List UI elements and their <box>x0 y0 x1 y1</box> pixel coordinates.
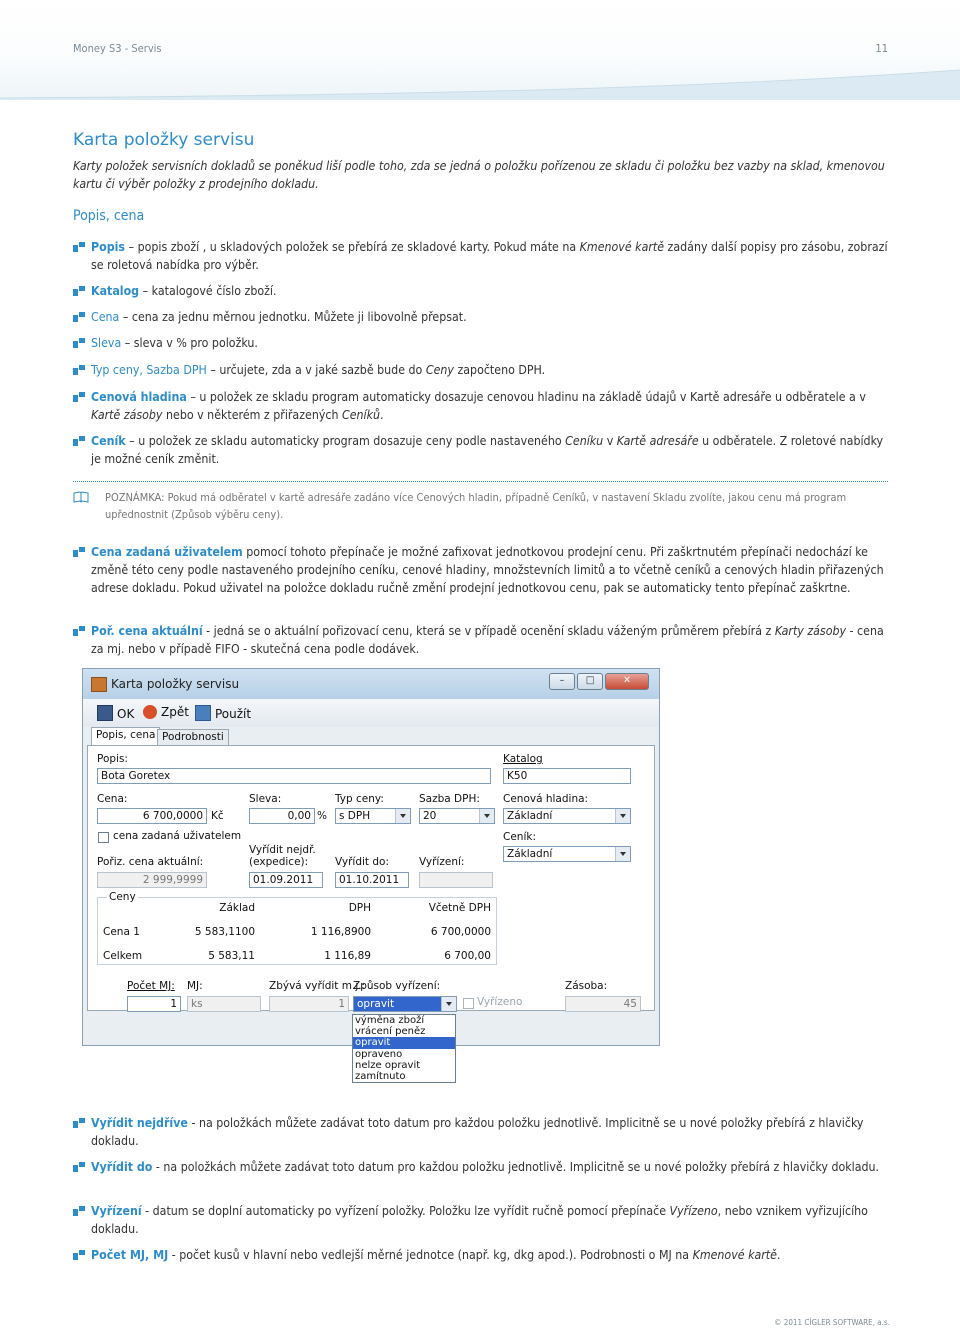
header-title: Money S3 - Servis <box>73 42 162 55</box>
list-item-cenova-hladina: Cenová hladina – u položek ze skladu program automaticky dosazuje cenovou hladinu na základě údajů v Kartě adresáře u odběratele a v Kartě zásoby nebo v některém z přiřazených Ceníků. <box>91 388 891 424</box>
zbyva-vyridit-input: 1 <box>269 996 349 1012</box>
page-header <box>0 0 960 100</box>
vyrizeno-checkbox[interactable] <box>463 998 474 1009</box>
list-item-cena: Cena – cena za jednu měrnou jednotku. Můžete ji libovolně přepsat. <box>91 308 891 326</box>
por-cena-label: Pořiz. cena aktuální: <box>97 856 204 868</box>
por-cena-input: 2 999,9999 <box>97 872 207 888</box>
window-toolbar <box>83 699 659 727</box>
dropdown-option[interactable]: zamítnuto <box>355 1071 406 1083</box>
pocet-mj-input[interactable]: 1 <box>127 996 181 1012</box>
list-item-typ-ceny: Typ ceny, Sazba DPH – určujete, zda a v jaké sazbě bude do Ceny započteno DPH. <box>91 361 891 379</box>
cena-zadana-checkbox[interactable] <box>98 832 109 843</box>
zbyva-vyridit-label: Zbývá vyřídit m.j.: <box>269 980 366 992</box>
list-item-cena-zadana: Cena zadaná uživatelem pomocí tohoto přepínače je možné zafixovat jednotkovou prodejní cenu. Při zaškrtnutém přepínači nedochází ke změně této ceny podle nastaveného prodejního ceníku, cenové hladiny, množstevních limitů a to včetně ceníků a cenových hladin přiřazených adrese dokladu. Pokud uživatel na položce dokladu ručně změní prodejní jednotkovou cenu, pak se automaticky tento přepínač zaškrtne. <box>91 543 891 597</box>
bullet-icon <box>73 436 85 446</box>
ceny-row-label: Celkem <box>103 950 143 962</box>
bullet-icon <box>73 286 85 296</box>
chevron-down-icon <box>446 1002 452 1006</box>
note-divider <box>73 481 888 482</box>
save-icon <box>97 705 113 721</box>
cenova-hladina-label: Cenová hladina: <box>503 793 589 805</box>
ceny-cell: 1 116,89 <box>324 950 371 962</box>
note-text: POZNÁMKA: Pokud má odběratel v kartě adresáře zadáno více Cenových hladin, případně Ceníků, v nastavení Skladu zvolíte, jakou cenu má program upřednostnit (Způsob výběru ceny). <box>105 491 847 521</box>
apply-button[interactable]: Použít <box>195 705 251 721</box>
ceny-group-label: Ceny <box>109 891 136 903</box>
cena-unit: Kč <box>211 810 224 822</box>
vyridit-do-input[interactable]: 01.10.2011 <box>335 872 409 888</box>
sleva-label: Sleva: <box>249 793 282 805</box>
apply-icon <box>195 705 211 721</box>
typ-ceny-label: Typ ceny: <box>335 793 384 805</box>
ok-button[interactable]: OK <box>97 705 134 721</box>
vyridit-do-label: Vyřídit do: <box>335 856 390 868</box>
pocet-mj-label: Počet MJ: <box>127 980 175 992</box>
cena-label: Cena: <box>97 793 128 805</box>
list-item-pocet-mj: Počet MJ, MJ - počet kusů v hlavní nebo vedlejší měrné jednotce (např. kg, dkg apod.). Podrobnosti o MJ na Kmenové kartě. <box>91 1246 891 1264</box>
intro-text: Karty položek servisních dokladů se poněkud liší podle toho, zda se jedná o položku pořízenou ze skladu či položku bez vazby na sklad, kmenovou kartu či výběr položky z prodejního dokladu. <box>73 159 885 191</box>
section-title: Karta položky servisu <box>73 130 255 150</box>
sleva-unit: % <box>317 810 327 822</box>
bullet-icon <box>73 1250 85 1260</box>
cenik-label: Ceník: <box>503 831 536 843</box>
bullet-icon <box>73 1162 85 1172</box>
back-button[interactable]: Zpět <box>143 705 189 719</box>
bullet-icon <box>73 312 85 322</box>
window-title: Karta položky servisu <box>111 677 240 691</box>
tab-popis-cena[interactable]: Popis, cena <box>91 727 160 745</box>
vyridit-nejdr-label: Vyřídit nejdř. (expedice): <box>249 844 316 868</box>
book-icon <box>73 491 89 507</box>
ceny-header-zaklad: Základ <box>219 902 255 914</box>
page-footer: © 2011 CÍGLER SOFTWARE, a.s. <box>774 1318 890 1327</box>
cena-zadana-label: cena zadaná uživatelem <box>113 830 242 842</box>
list-item-vyridit-nejdrive: Vyřídit nejdříve - na položkách můžete zadávat toto datum pro každou položku jednotlivě. Implicitně se u nové položky přebírá z hlavičky dokladu. <box>91 1114 891 1150</box>
mj-label: MJ: <box>187 980 203 992</box>
ceny-cell: 5 583,11 <box>208 950 255 962</box>
zasoba-label: Zásoba: <box>565 980 608 992</box>
zpusob-vyrizeni-label: Způsob vyřízení: <box>353 980 441 992</box>
ceny-cell: 6 700,0000 <box>430 926 491 938</box>
window-titlebar <box>83 669 659 699</box>
tab-podrobnosti[interactable]: Podrobnosti <box>157 729 229 745</box>
bullet-icon <box>73 365 85 375</box>
katalog-label: Katalog <box>503 753 543 765</box>
zpusob-vyrizeni-select[interactable]: opravit <box>353 996 457 1012</box>
vyridit-nejdr-input[interactable]: 01.09.2011 <box>249 872 323 888</box>
chevron-down-icon <box>400 814 406 818</box>
bullet-icon <box>73 242 85 252</box>
zpusob-vyrizeni-dropdown <box>352 1014 456 1083</box>
list-item-vyridit-do: Vyřídit do - na položkách můžete zadávat toto datum pro každou položku jednotlivě. Implicitně se u nové položky přebírá z hlavičky dokladu. <box>91 1158 891 1176</box>
dropdown-option-selected[interactable]: opravit <box>353 1037 455 1048</box>
cenova-hladina-select[interactable]: Základní <box>503 808 631 824</box>
undo-icon <box>143 705 157 719</box>
ceny-row-label: Cena 1 <box>103 926 140 938</box>
ceny-header-dph: DPH <box>348 902 371 914</box>
close-icon[interactable]: ✕ <box>605 673 649 690</box>
sleva-input[interactable]: 0,00 <box>249 808 315 824</box>
bullet-icon <box>73 1118 85 1128</box>
dropdown-option[interactable]: výměna zboží <box>355 1015 425 1026</box>
bullet-icon <box>73 547 85 557</box>
minimize-icon[interactable]: – <box>549 673 575 690</box>
typ-ceny-select[interactable]: s DPH <box>335 808 411 824</box>
cenik-select[interactable]: Základní <box>503 846 631 862</box>
list-item-cenik: Ceník – u položek ze skladu automaticky program dosazuje ceny podle nastaveného Ceníku v Kartě adresáře u odběratele. Z roletové nabídky je možné ceník změnit. <box>91 432 891 468</box>
ceny-cell: 5 583,1100 <box>194 926 255 938</box>
vyrizeno-label: Vyřízeno <box>477 996 523 1008</box>
dropdown-option[interactable]: nelze opravit <box>355 1059 421 1071</box>
chevron-down-icon <box>620 814 626 818</box>
cena-input[interactable]: 6 700,0000 <box>97 808 207 824</box>
ceny-cell: 1 116,8900 <box>310 926 371 938</box>
chevron-down-icon <box>484 814 490 818</box>
window-app-icon <box>91 677 107 692</box>
katalog-input[interactable]: K50 <box>503 768 631 784</box>
subsection-title: Popis, cena <box>73 208 145 224</box>
maximize-icon[interactable]: □ <box>577 673 603 690</box>
mj-input: ks <box>187 996 261 1012</box>
list-item-sleva: Sleva – sleva v % pro položku. <box>91 334 891 352</box>
item-card-window <box>82 668 660 1046</box>
sazba-dph-select[interactable]: 20 <box>419 808 495 824</box>
ceny-cell: 6 700,00 <box>444 950 491 962</box>
bullet-icon <box>73 338 85 348</box>
popis-label: Popis: <box>97 753 128 765</box>
zasoba-input: 45 <box>565 996 641 1012</box>
chevron-down-icon <box>620 852 626 856</box>
bullet-icon <box>73 392 85 402</box>
dropdown-option[interactable]: opraveno <box>355 1048 403 1060</box>
list-item-katalog: Katalog – katalogové číslo zboží. <box>91 282 891 300</box>
list-item-por-cena: Poř. cena aktuální - jedná se o aktuální pořizovací cenu, která se v případě ocenění skladu váženým průměrem přebírá z Karty zásoby - cena za mj. nebo v případě FIFO - skutečná cena podle dodávek. <box>91 622 891 658</box>
bullet-icon <box>73 626 85 636</box>
sazba-dph-label: Sazba DPH: <box>419 793 480 805</box>
popis-input[interactable]: Bota Goretex <box>97 768 491 784</box>
ceny-header-vcetne: Včetně DPH <box>428 902 491 914</box>
vyrizeni-input <box>419 872 493 888</box>
page-number: 11 <box>875 42 888 55</box>
list-item-vyrizeni: Vyřízení - datum se doplní automaticky po vyřízení položky. Položku lze vyřídit ručně pomocí přepínače Vyřízeno, nebo vznikem vyřizujícího dokladu. <box>91 1202 891 1238</box>
bullet-icon <box>73 1206 85 1216</box>
vyrizeni-label: Vyřízení: <box>419 856 465 868</box>
dropdown-option[interactable]: vrácení peněz <box>355 1026 426 1038</box>
list-item-popis: Popis – popis zboží , u skladových položek se přebírá ze skladové karty. Pokud máte na Kmenové kartě zadány další popisy pro zásobu, zobrazí se roletová nabídka pro výběr. <box>91 238 891 274</box>
